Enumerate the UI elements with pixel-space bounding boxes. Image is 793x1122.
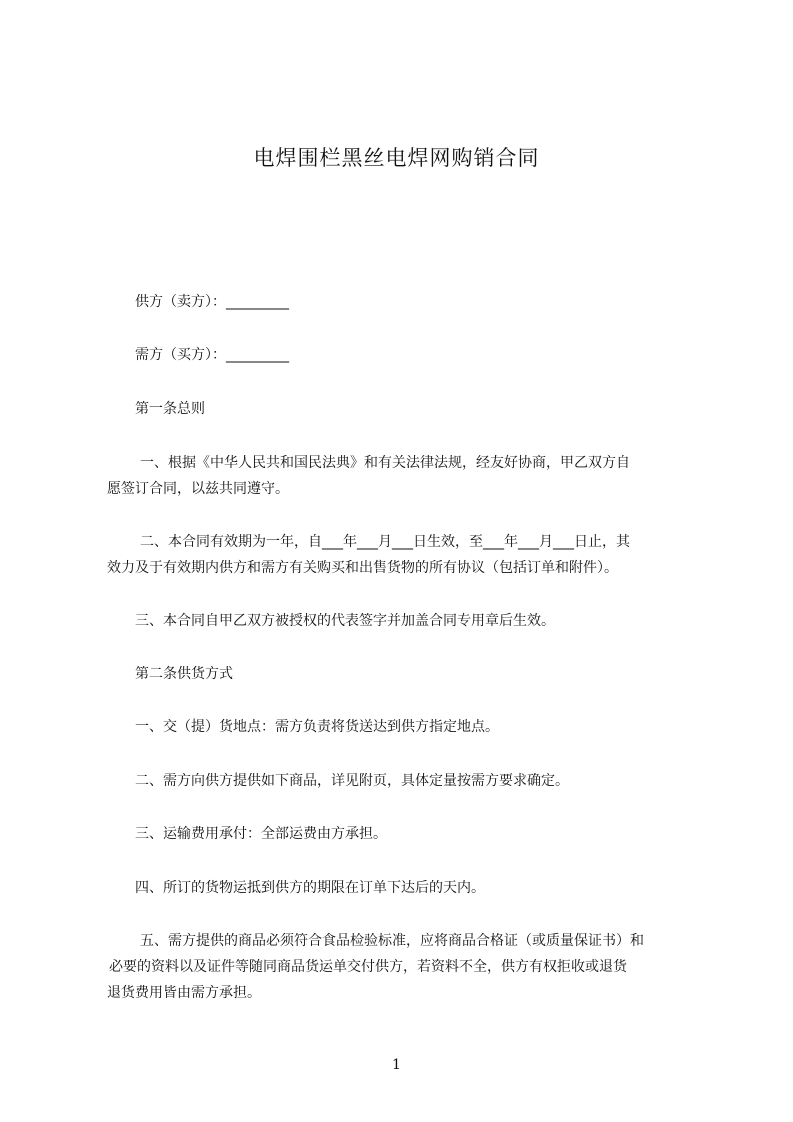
clause-1-2-line-1: 二、本合同有效期为一年，自___年___月___日生效，至___年___月___日止，其: [140, 534, 630, 550]
clause-1-3: 三、本合同自甲乙双方被授权的代表签字并加盖合同专用章后生效。: [135, 613, 555, 629]
document-title: 电焊围栏黑丝电焊网购销合同: [253, 146, 540, 170]
clause-2-4: 四、所订的货物运抵到供方的期限在订单下达后的天内。: [135, 880, 485, 896]
article-1-heading: 第一条总则: [135, 401, 205, 417]
clause-2-5-line-2: 必要的资料以及证件等随同商品货运单交付供方，若资料不全，供方有权拒收或退货: [109, 959, 627, 975]
clause-1-1-line-1: 一、根据《中华人民共和国民法典》和有关法律法规，经友好协商，甲乙双方自: [140, 455, 630, 471]
clause-1-2-line-2: 效力及于有效期内供方和需方有关购买和出售货物的所有协议（包括订单和附件）。: [107, 560, 618, 576]
clause-2-5-line-1: 五、需方提供的商品必须符合食品检验标准，应将商品合格证（或质量保证书）和: [140, 933, 644, 949]
article-2-heading: 第二条供货方式: [135, 666, 233, 682]
buyer-line: 需方（买方）：_________: [135, 347, 289, 363]
page-number: 1: [392, 1057, 401, 1073]
clause-2-1: 一、交（提）货地点：需方负责将货送达到供方指定地点。: [135, 719, 499, 735]
clause-2-3: 三、运输费用承付：全部运费由方承担。: [135, 826, 387, 842]
clause-2-2: 二、需方向供方提供如下商品，详见附页，具体定量按需方要求确定。: [135, 773, 569, 789]
supplier-line: 供方（卖方）：_________: [135, 294, 289, 310]
clause-2-5-line-3: 退货费用皆由需方承担。: [107, 985, 261, 1001]
clause-1-1-line-2: 愿签订合同，以兹共同遵守。: [107, 481, 289, 497]
